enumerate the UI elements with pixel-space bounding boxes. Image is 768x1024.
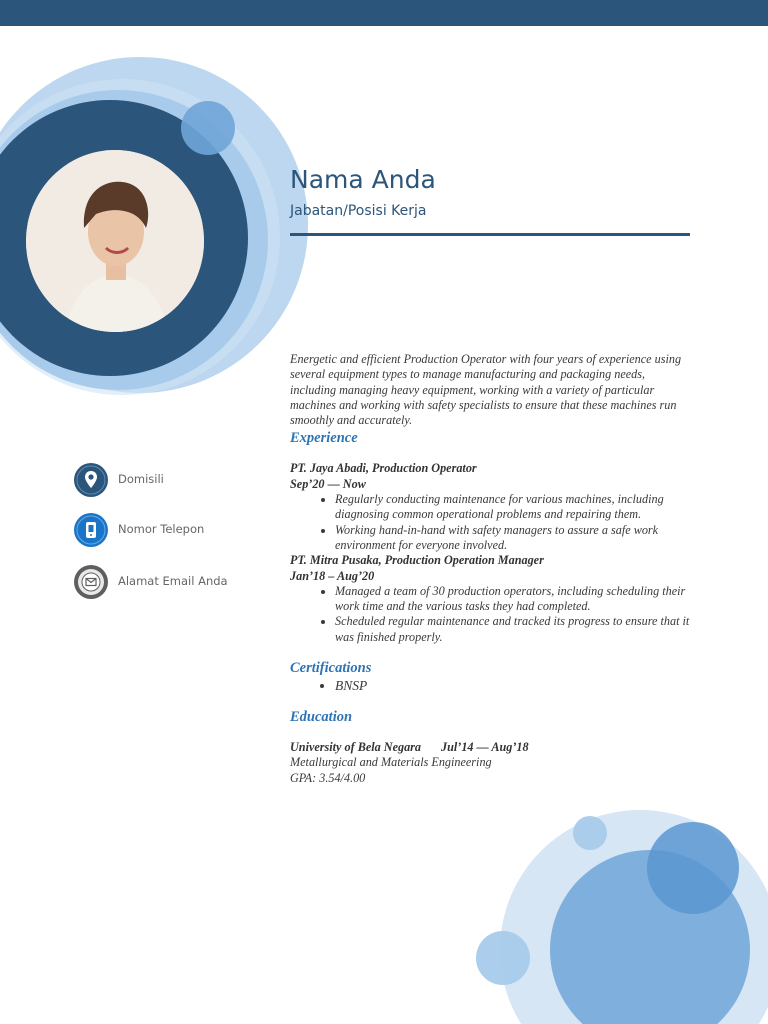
contact-email-label: Alamat Email Anda [118,574,228,588]
education-period: Jul’14 — Aug’18 [441,740,529,755]
education-heading: Education [290,709,353,726]
education-major: Metallurgical and Materials Engineering [290,755,492,770]
list-item: • Managed a team of 30 production operators, including scheduling their work time and the various tasks they had completed. [335,584,690,615]
contact-address-label: Domisili [118,472,164,486]
contact-address [74,463,274,497]
list-item: • Working hand-in-hand with safety managers to assure a safe work environment for everyone involved. [335,523,690,554]
job-2-period: Jan’18 – Aug’20 [290,568,375,583]
contact-phone [74,513,274,547]
certifications-heading: Certifications [290,660,372,677]
education-line [290,740,690,755]
profile-photo [26,150,204,332]
job-2-title: PT. Mitra Pusaka, Production Operation Manager [290,553,544,568]
certifications-list [290,677,690,694]
contact-phone-label: Nomor Telepon [118,522,205,536]
location-pin-icon [74,463,108,497]
contact-email [74,565,274,599]
list-item: • Scheduled regular maintenance and tracked its progress to ensure that it was finished properly. [335,614,690,645]
job-1-title: PT. Jaya Abadi, Production Operator [290,461,477,476]
resume-content [290,352,690,786]
job-title: Jabatan/Posisi Kerja [290,203,427,219]
experience-heading: Experience [290,430,358,447]
education-school: University of Bela Negara [290,740,421,755]
job-1-bullets [290,492,690,553]
title-divider [290,233,690,236]
email-icon [74,565,108,599]
profile-summary: Energetic and efficient Production Operator with four years of experience using several equipment types to manage manufacturing and packaging needs, including managing heavy equipment, working with a variety of particular machines and working with safety specialists to ensure that these machines run smoothly and accurately. [290,352,682,428]
list-item: • BNSP [335,677,690,694]
job-2-bullets [290,584,690,645]
person-name: Nama Anda [290,165,436,194]
list-item: • Regularly conducting maintenance for various machines, including diagnosing common operational problems and repairing them. [335,492,690,523]
phone-icon [74,513,108,547]
job-1-period: Sep’20 — Now [290,476,366,491]
education-gpa: GPA: 3.54/4.00 [290,770,366,785]
